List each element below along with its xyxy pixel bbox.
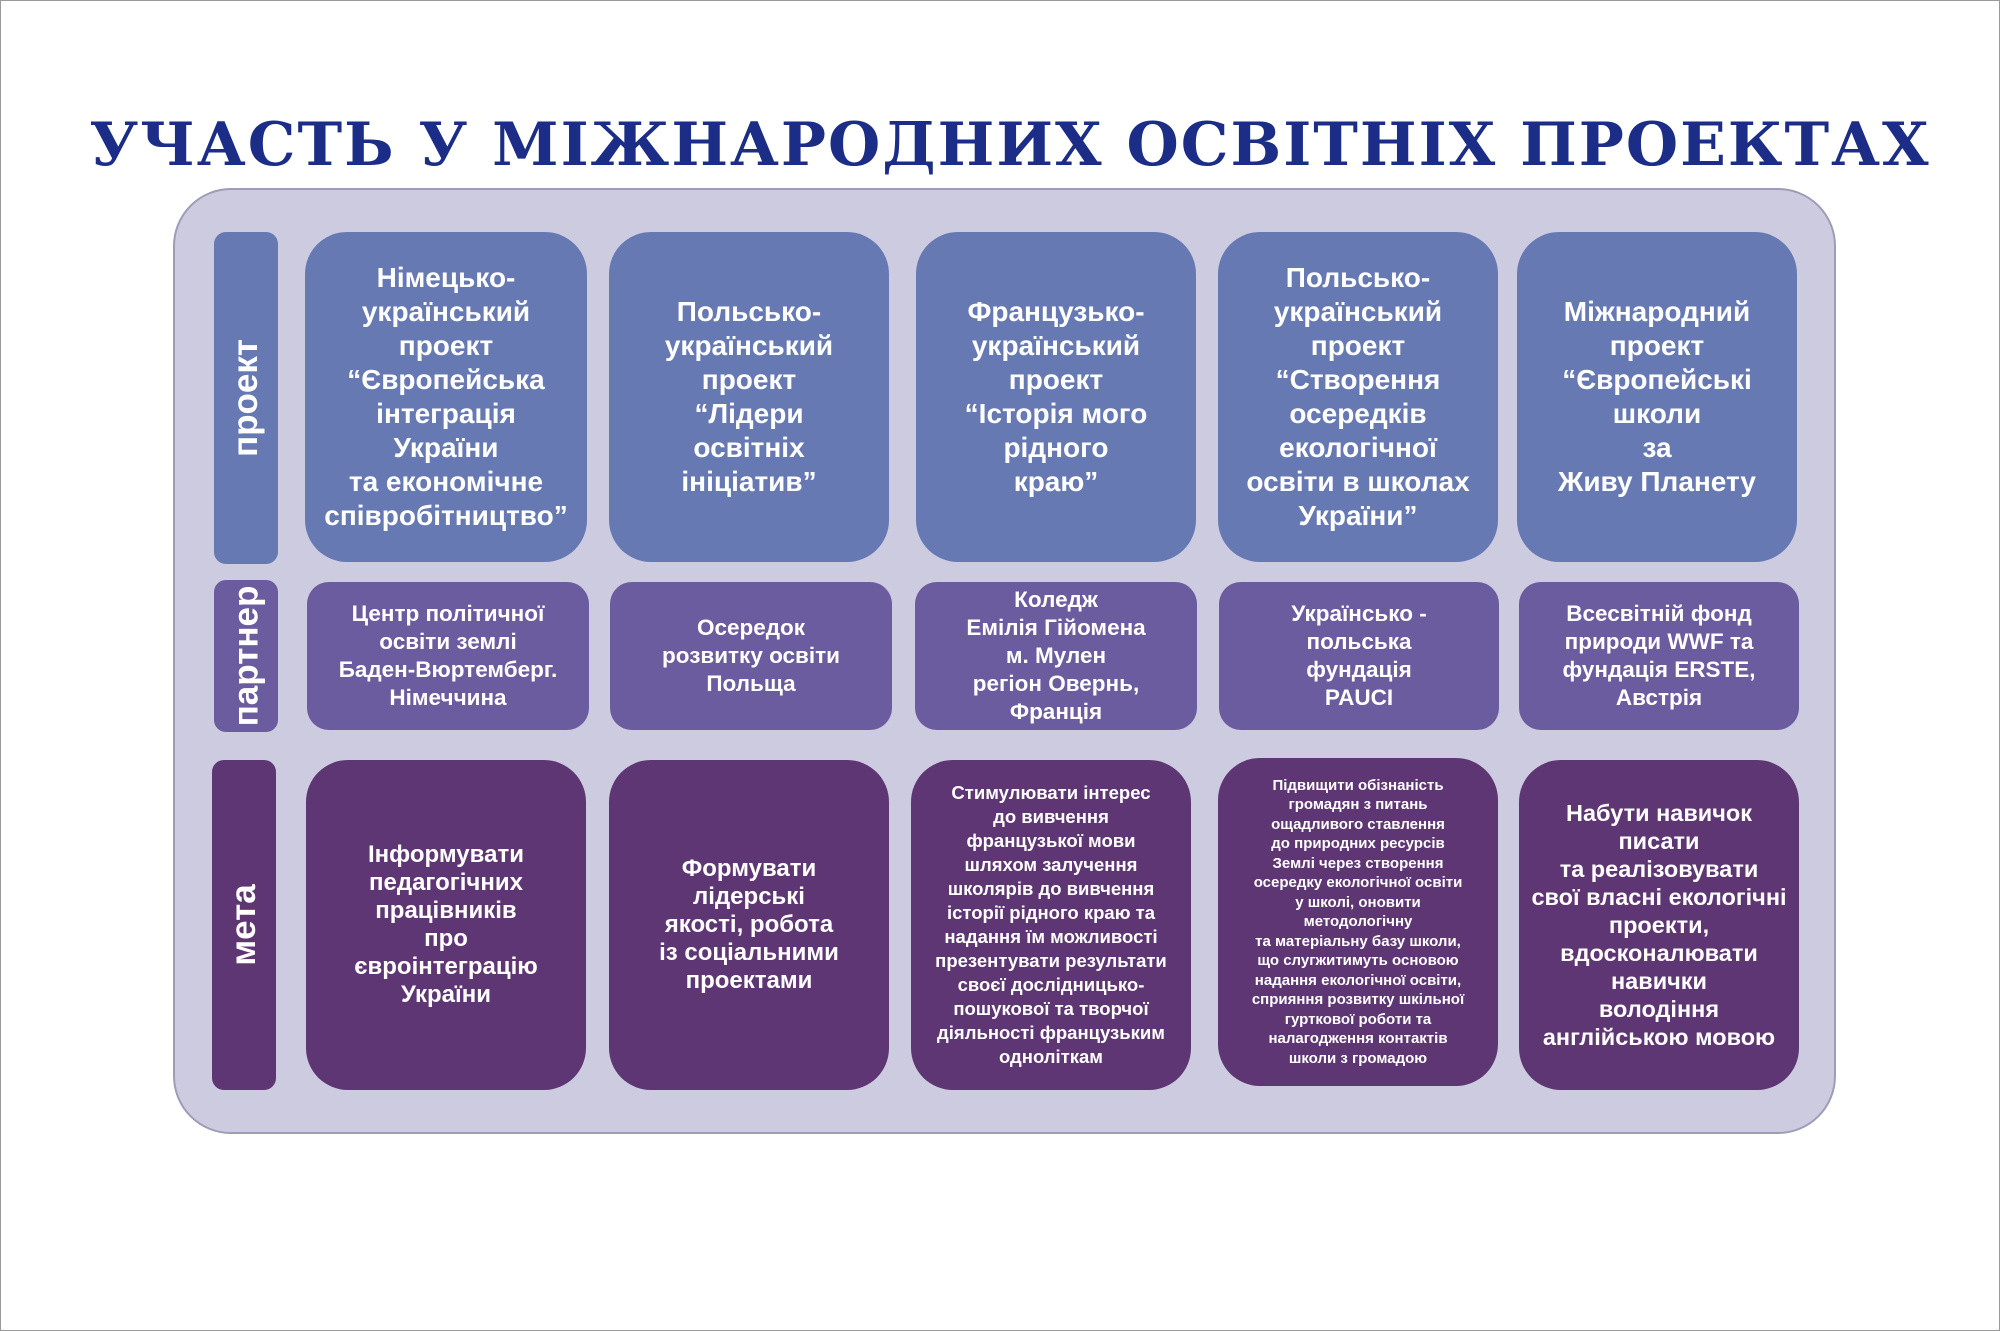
row-label-partner	[214, 580, 278, 732]
project-cell-polish-leaders: Польсько- український проект “Лідери освітніх ініціатив”	[609, 232, 889, 562]
row-label-partner-text: партнер	[226, 585, 265, 727]
partner-cell-polish-leaders: Осередок розвитку освіти Польща	[610, 582, 892, 730]
goal-cell-german: Інформувати педагогічних працівників про євроінтеграцію України	[306, 760, 586, 1090]
partner-cell-french: Коледж Емілія Гійомена м. Мулен регіон Овернь, Франція	[915, 582, 1197, 730]
partner-cell-german: Центр політичної освіти землі Баден-Вюртемберг. Німеччина	[307, 582, 589, 730]
goal-cell-polish-leaders: Формувати лідерські якості, робота із соціальними проектами	[609, 760, 889, 1090]
partner-cell-international: Всесвітній фонд природи WWF та фундація ERSTE, Австрія	[1519, 582, 1799, 730]
project-cell-polish-ecology: Польсько- український проект “Створення осередків екологічної освіти в школах України”	[1218, 232, 1498, 562]
row-label-project-text: проект	[226, 338, 265, 458]
row-label-goal	[212, 760, 276, 1090]
row-label-goal-text: мета	[224, 884, 264, 966]
goal-cell-international: Набути навичок писати та реалізовувати свої власні екологічні проекти, вдосконалювати навички володіння англійською мовою	[1519, 760, 1799, 1090]
goal-cell-polish-ecology: Підвищити обізнаність громадян з питань ощадливого ставлення до природних ресурсів Землі через створення осередку екологічної освіти у школі, оновити методологічну та матеріальну базу школи, що слугжитимуть основою надання екологічної освіти, сприяння розвитку шкільної гурткової роботи та налагодження контактів школи з громадою	[1218, 758, 1498, 1086]
project-cell-international: Міжнародний проект “Європейські школи за Живу Планету	[1517, 232, 1797, 562]
partner-cell-polish-ecology: Українсько - польська фундація PAUCI	[1219, 582, 1499, 730]
poster-title: УЧАСТЬ У МІЖНАРОДНИХ ОСВІТНІХ ПРОЕКТАХ	[89, 110, 1931, 180]
goal-cell-french: Стимулювати інтерес до вивчення французької мови шляхом залучення школярів до вивчення історії рідного краю та надання їм можливості презентувати результати своєї дослідницько- пошукової та творчої діяльності французьким одноліткам	[911, 760, 1191, 1090]
row-label-project	[214, 232, 278, 564]
project-cell-german: Німецько- український проект “Європейська інтеграція України та економічне співробітництво”	[305, 232, 587, 562]
project-cell-french: Французько- український проект “Історія мого рідного краю”	[916, 232, 1196, 562]
